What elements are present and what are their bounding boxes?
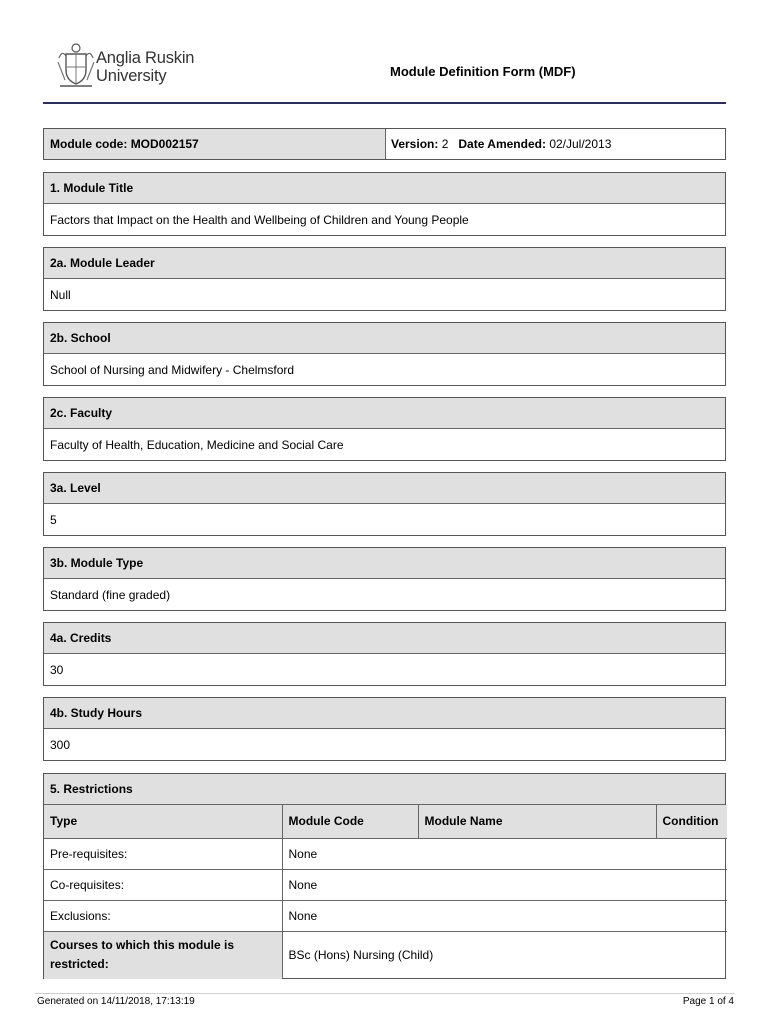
university-logo	[56, 40, 226, 90]
column-header-module-code: Module Code	[282, 805, 418, 838]
section-school	[43, 322, 726, 386]
section-value: 300	[44, 729, 725, 760]
section-value: 5	[44, 504, 725, 535]
section-heading: 5. Restrictions	[44, 774, 725, 805]
restrictions-table	[44, 805, 727, 979]
section-heading: 2b. School	[44, 323, 725, 354]
header-divider	[43, 102, 726, 104]
restriction-module-code: BSc (Hons) Nursing (Child)	[282, 931, 727, 979]
logo-text-line2: University	[96, 67, 167, 85]
section-heading: 2c. Faculty	[44, 398, 725, 429]
section-heading: 2a. Module Leader	[44, 248, 725, 279]
section-credits	[43, 622, 726, 686]
section-heading: 4a. Credits	[44, 623, 725, 654]
module-code-label: Module code:	[50, 137, 128, 151]
section-heading: 3b. Module Type	[44, 548, 725, 579]
table-row	[44, 931, 727, 979]
module-code-value: MOD002157	[130, 137, 199, 151]
form-title: Module Definition Form (MDF)	[390, 64, 576, 79]
crest-icon	[56, 40, 96, 88]
restriction-type: Courses to which this module is restricted:	[44, 931, 282, 979]
restriction-module-code: None	[282, 900, 727, 931]
section-heading: 3a. Level	[44, 473, 725, 504]
date-amended-value: 02/Jul/2013	[549, 137, 612, 151]
section-value: School of Nursing and Midwifery - Chelmsford	[44, 354, 725, 385]
section-value: Factors that Impact on the Health and Wellbeing of Children and Young People	[44, 204, 725, 235]
table-row	[44, 900, 727, 931]
table-row	[44, 838, 727, 869]
table-header-row	[44, 805, 727, 838]
version-label: Version:	[391, 137, 439, 151]
date-amended-label: Date Amended:	[458, 137, 546, 151]
page-header	[43, 38, 726, 98]
table-row	[44, 869, 727, 900]
column-header-condition: Condition	[656, 805, 727, 838]
generated-timestamp: Generated on 14/11/2018, 17:13:19	[37, 996, 195, 1007]
section-module-leader	[43, 247, 726, 311]
section-value: Null	[44, 279, 725, 310]
version-value: 2	[441, 137, 449, 151]
restriction-module-code: None	[282, 838, 727, 869]
restriction-type: Exclusions:	[44, 900, 282, 931]
restriction-type: Co-requisites:	[44, 869, 282, 900]
section-faculty	[43, 397, 726, 461]
logo-text-line1: Anglia Ruskin	[96, 49, 195, 67]
footer-divider	[35, 993, 735, 994]
section-value: 30	[44, 654, 725, 685]
section-module-title	[43, 172, 726, 236]
column-header-type: Type	[44, 805, 282, 838]
section-heading: 1. Module Title	[44, 173, 725, 204]
module-code-box	[43, 128, 726, 160]
section-module-type	[43, 547, 726, 611]
section-level	[43, 472, 726, 536]
version-cell	[386, 129, 725, 159]
section-value: Standard (fine graded)	[44, 579, 725, 610]
column-header-module-name: Module Name	[418, 805, 656, 838]
section-restrictions	[43, 773, 726, 979]
restriction-type: Pre-requisites:	[44, 838, 282, 869]
page-number: Page 1 of 4	[682, 996, 734, 1007]
module-code-cell	[44, 129, 386, 159]
section-heading: 4b. Study Hours	[44, 698, 725, 729]
section-value: Faculty of Health, Education, Medicine and Social Care	[44, 429, 725, 460]
restriction-module-code: None	[282, 869, 727, 900]
section-study-hours	[43, 697, 726, 761]
